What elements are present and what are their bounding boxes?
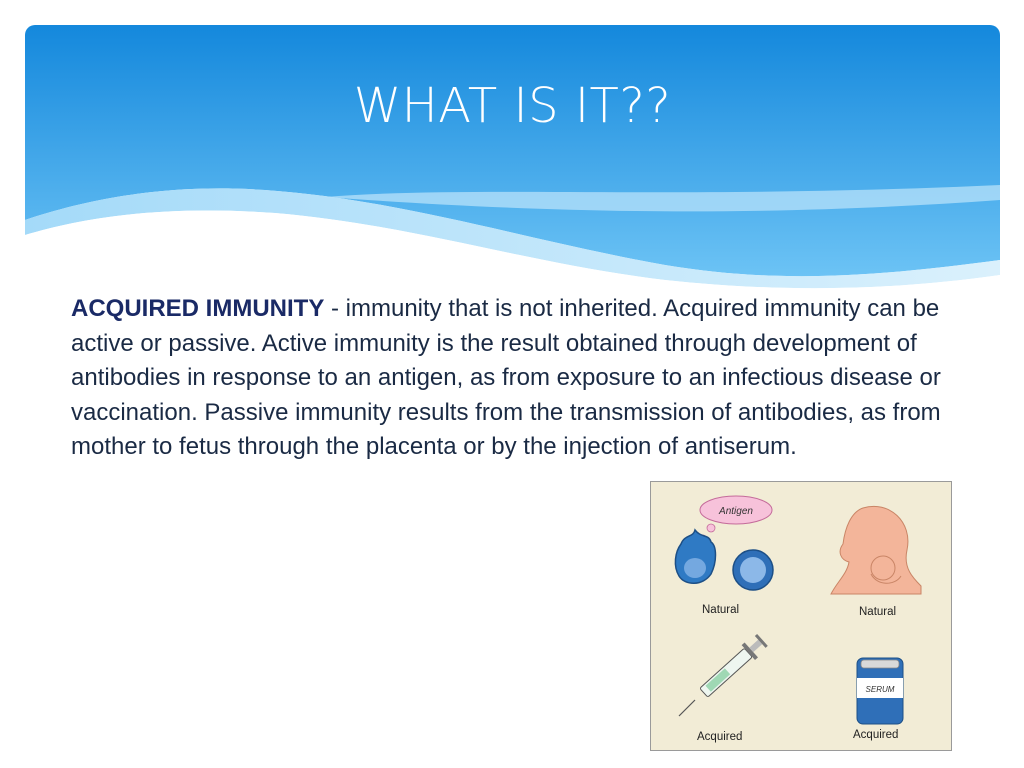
serum-vial-icon	[857, 658, 903, 724]
serum-label: SERUM	[865, 685, 895, 694]
caption-natural-mother: Natural	[859, 606, 897, 618]
slide-title: WHAT IS IT??	[353, 78, 672, 134]
header-wave-band	[25, 25, 1000, 295]
antigen-label: Antigen	[719, 506, 753, 517]
mother-and-baby-icon	[831, 506, 921, 594]
caption-natural-cells: Natural	[702, 604, 740, 616]
definition-text: immunity that is not inherited. Acquired immunity can be active or passive. Active immunity is the result obtained through development of antibodies in response to an antigen, as from exposure to an infectious disease or vaccination. Passive immunity results from the transmission of antibodies, as from mother to fetus through the placenta or by the injection of antiserum.	[71, 295, 941, 460]
definition-paragraph	[71, 292, 976, 465]
caption-acquired-syringe: Acquired	[697, 731, 743, 743]
term-heading: ACQUIRED IMMUNITY	[71, 295, 325, 322]
immunity-types-figure	[650, 481, 952, 751]
term-separator: -	[324, 295, 346, 322]
immune-cells-icon	[675, 530, 773, 590]
syringe-icon	[679, 632, 769, 716]
caption-acquired-serum: Acquired	[853, 729, 899, 741]
